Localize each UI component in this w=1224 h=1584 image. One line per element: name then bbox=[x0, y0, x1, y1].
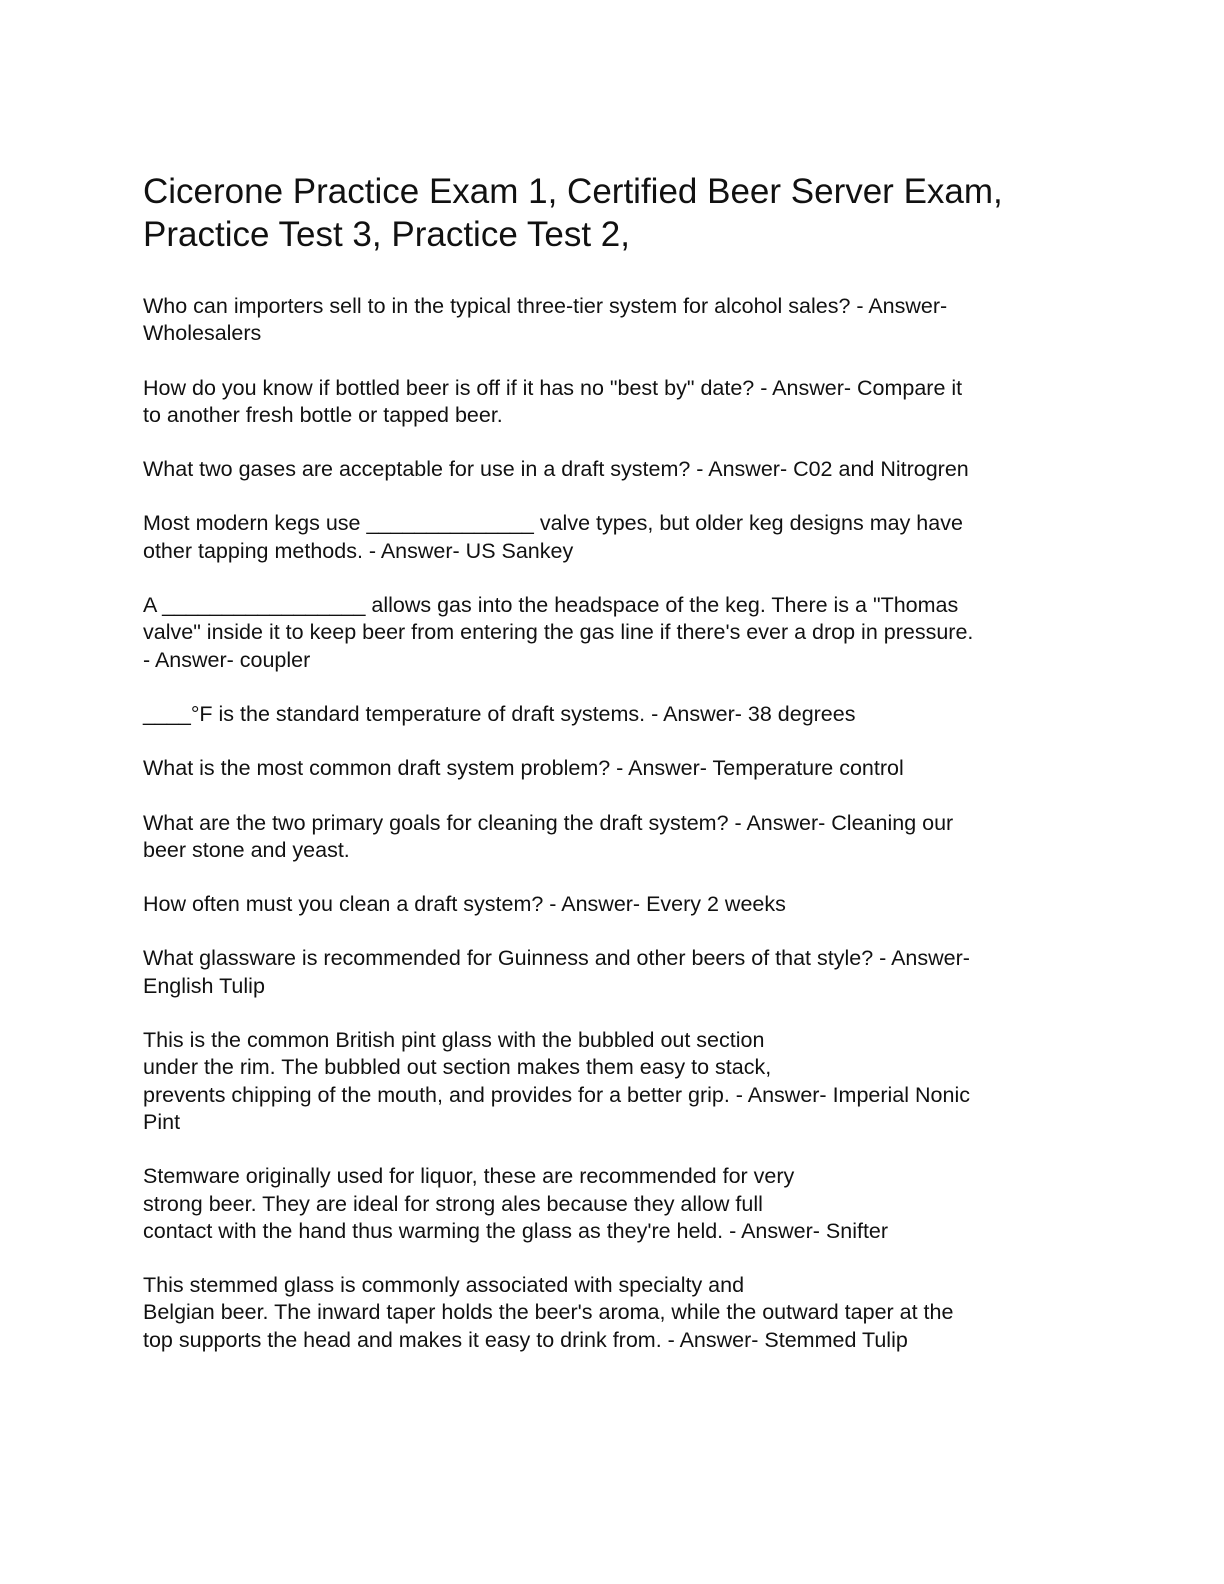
question-answer-line: What are the two primary goals for cleaning the draft system? - Answer- Cleaning our bbox=[143, 810, 954, 835]
question-answer-line: contact with the hand thus warming the glass as they're held. - Answer- Snifter bbox=[143, 1218, 889, 1243]
question-answer-line: Who can importers sell to in the typical three-tier system for alcohol sales? - Answer- bbox=[143, 294, 948, 318]
question-answer-item bbox=[143, 456, 1078, 483]
title-line: Practice Test 3, Practice Test 2, bbox=[143, 215, 630, 254]
question-answer-line: What is the most common draft system problem? - Answer- Temperature control bbox=[143, 756, 904, 781]
question-answer-line: A _________________ allows gas into the headspace of the keg. There is a "Thomas bbox=[143, 593, 959, 618]
question-answer-list bbox=[143, 293, 1078, 1354]
question-answer-item bbox=[143, 701, 1078, 728]
document-title bbox=[143, 170, 1078, 256]
question-answer-line: Stemware originally used for liquor, these are recommended for very bbox=[143, 1164, 795, 1189]
question-answer-line: - Answer- coupler bbox=[143, 647, 311, 672]
question-answer-item bbox=[143, 891, 1078, 918]
title-line: Cicerone Practice Exam 1, Certified Beer Server Exam, bbox=[143, 172, 1003, 211]
question-answer-line: Most modern kegs use ______________ valve types, but older keg designs may have bbox=[143, 511, 963, 536]
question-answer-line: Pint bbox=[143, 1109, 181, 1134]
question-answer-line: strong beer. They are ideal for strong ales because they allow full bbox=[143, 1191, 763, 1216]
question-answer-line: This is the common British pint glass with the bubbled out section bbox=[143, 1028, 765, 1053]
question-answer-line: prevents chipping of the mouth, and provides for a better grip. - Answer- Imperial Nonic bbox=[143, 1082, 970, 1107]
question-answer-line: How do you know if bottled beer is off if it has no "best by" date? - Answer- Compare it bbox=[143, 375, 963, 400]
question-answer-item bbox=[143, 592, 1078, 674]
question-answer-line: under the rim. The bubbled out section makes them easy to stack, bbox=[143, 1055, 772, 1080]
question-answer-line: How often must you clean a draft system? - Answer- Every 2 weeks bbox=[143, 892, 786, 917]
question-answer-item bbox=[143, 1027, 1078, 1136]
question-answer-line: ____°F is the standard temperature of draft systems. - Answer- 38 degrees bbox=[143, 701, 856, 726]
question-answer-line: to another fresh bottle or tapped beer. bbox=[143, 402, 503, 427]
question-answer-item bbox=[143, 1163, 1078, 1245]
question-answer-item bbox=[143, 293, 1078, 348]
question-answer-line: top supports the head and makes it easy to drink from. - Answer- Stemmed Tulip bbox=[143, 1327, 908, 1352]
page-content bbox=[143, 170, 1078, 1381]
question-answer-line: Belgian beer. The inward taper holds the beer's aroma, while the outward taper at the bbox=[143, 1300, 954, 1325]
question-answer-line: valve" inside it to keep beer from entering the gas line if there's ever a drop in pressure. bbox=[143, 620, 974, 645]
question-answer-line: This stemmed glass is commonly associated with specialty and bbox=[143, 1273, 745, 1298]
question-answer-line: English Tulip bbox=[143, 973, 265, 998]
question-answer-item bbox=[143, 755, 1078, 782]
question-answer-item bbox=[143, 510, 1078, 565]
question-answer-item bbox=[143, 945, 1078, 1000]
question-answer-item bbox=[143, 375, 1078, 430]
question-answer-line: beer stone and yeast. bbox=[143, 837, 350, 862]
question-answer-line: What glassware is recommended for Guinness and other beers of that style? - Answer- bbox=[143, 946, 970, 971]
question-answer-line: What two gases are acceptable for use in a draft system? - Answer- C02 and Nitrogren bbox=[143, 457, 969, 482]
question-answer-item bbox=[143, 1272, 1078, 1354]
question-answer-item bbox=[143, 810, 1078, 865]
question-answer-line: other tapping methods. - Answer- US Sankey bbox=[143, 538, 574, 563]
question-answer-line: Wholesalers bbox=[143, 321, 262, 346]
